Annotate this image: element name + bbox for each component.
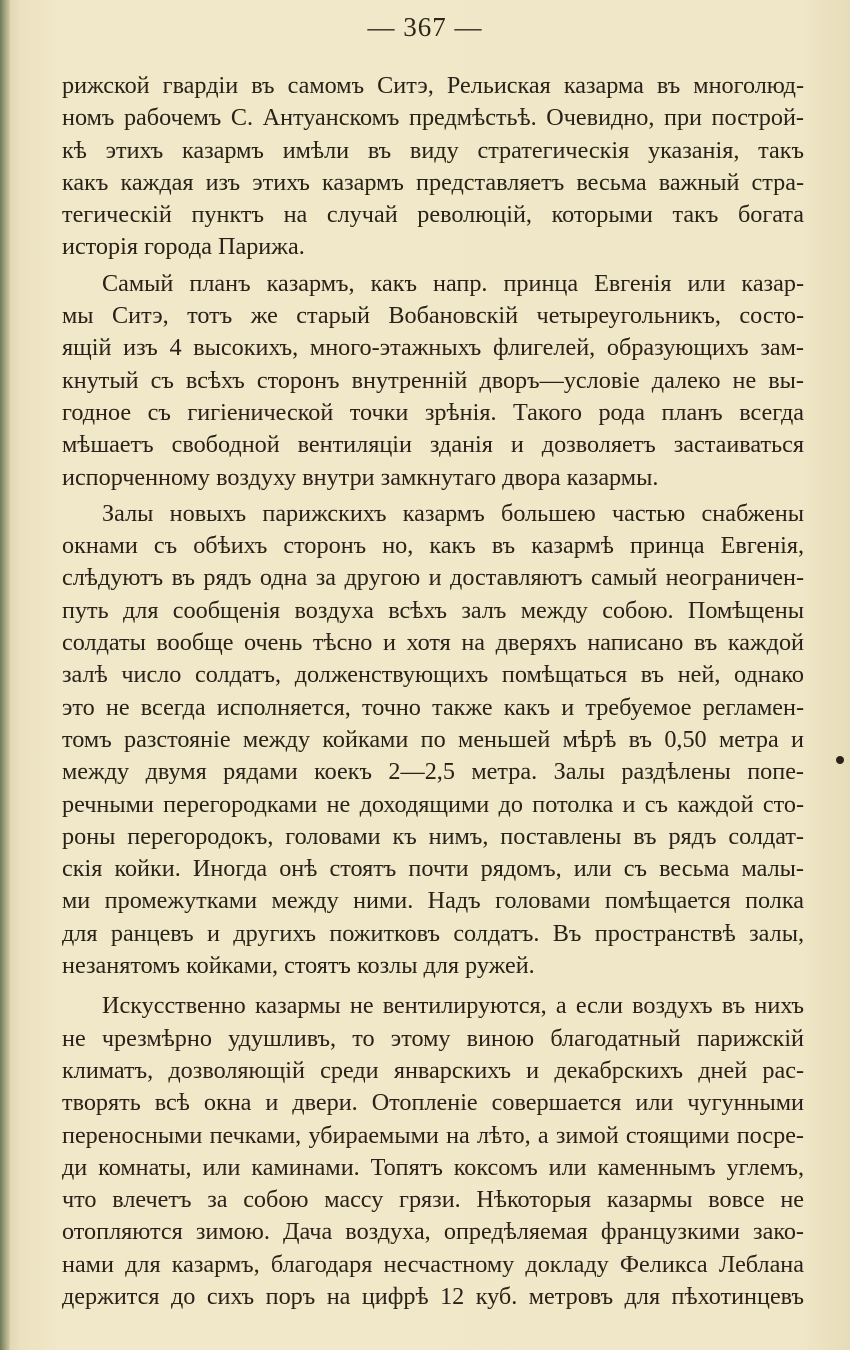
text-line: речными перегородками не доходящими до потолка и съ каждой сто-: [62, 790, 804, 818]
text-line: не чрезмѣрно удушливъ, то этому виною благодатный парижскій: [62, 1024, 804, 1052]
text-line: между двумя рядами коекъ 2—2,5 метра. Залы раздѣлены попе-: [62, 758, 804, 786]
text-line: для ранцевъ и другихъ пожитковъ солдатъ. Въ пространствѣ залы,: [62, 919, 804, 947]
text-line: какъ каждая изъ этихъ казармъ представляетъ весьма важный стра-: [62, 168, 804, 196]
text-line: тегическій пунктъ на случай революцій, которыми такъ богата: [62, 201, 804, 229]
text-line: годное съ гигіенической точки зрѣнія. Такого рода планъ всегда: [62, 398, 804, 426]
text-line: томъ разстояніе между койками по меньшей мѣрѣ въ 0,50 метра и: [62, 725, 804, 753]
text-line: Залы новыхъ парижскихъ казармъ большею частью снабжены: [102, 499, 804, 527]
text-line: роны перегородокъ, головами къ нимъ, поставлены въ рядъ солдат-: [62, 822, 804, 850]
text-line: мы Ситэ, тотъ же старый Вобановскій четыреугольникъ, состо-: [62, 302, 804, 330]
page-spine-edge: [0, 0, 10, 1350]
paragraph-1: [62, 70, 804, 264]
text-line: держится до сихъ поръ на цифрѣ 12 куб. метровъ для пѣхотинцевъ: [62, 1282, 804, 1310]
text-line: что влечетъ за собою массу грязи. Нѣкоторыя казармы вовсе не: [62, 1186, 804, 1214]
text-line: слѣдуютъ въ рядъ одна за другою и доставляютъ самый неограничен-: [62, 564, 804, 592]
text-line: исторія города Парижа.: [62, 233, 305, 261]
text-line: это не всегда исполняется, точно также какъ и требуемое регламен-: [62, 693, 804, 721]
text-line: ми промежутками между ними. Надъ головами помѣщается полка: [62, 887, 804, 915]
text-line: ди комнаты, или каминами. Топятъ коксомъ или каменнымъ углемъ,: [62, 1153, 804, 1181]
text-line: нами для казармъ, благодаря несчастному докладу Феликса Леблана: [62, 1250, 804, 1278]
text-line: скія койки. Иногда онѣ стоятъ почти рядомъ, или съ весьма малы-: [62, 855, 804, 883]
margin-ink-dot: [836, 756, 844, 764]
paragraph-2: [62, 268, 804, 494]
text-line: творять всѣ окна и двери. Отопленіе совершается или чугунными: [62, 1089, 804, 1117]
text-line: кѣ этихъ казармъ имѣли въ виду стратегическія указанія, такъ: [62, 136, 804, 164]
page-number: — 367 —: [367, 12, 483, 42]
text-line: залѣ число солдатъ, долженствующихъ помѣщаться въ ней, однако: [62, 661, 804, 689]
page-body: [62, 70, 804, 1313]
text-line: номъ рабочемъ С. Антуанскомъ предмѣстьѣ. Очевидно, при построй-: [62, 104, 804, 132]
paragraph-3: [62, 498, 804, 982]
text-line: климатъ, дозволяющій среди январскихъ и декабрскихъ дней рас-: [62, 1056, 804, 1084]
text-line: отопляются зимою. Дача воздуха, опредѣляемая французкими зако-: [62, 1218, 804, 1246]
text-line: Искусственно казармы не вентилируются, а если воздухъ въ нихъ: [102, 992, 804, 1020]
text-line: кнутый съ всѣхъ сторонъ внутренній дворъ—условіе далеко не вы-: [62, 366, 804, 394]
text-line: мѣшаетъ свободной вентиляціи зданія и дозволяетъ застаиваться: [62, 431, 804, 459]
text-line: ящій изъ 4 высокихъ, много-этажныхъ флигелей, образующихъ зам-: [62, 334, 804, 362]
paragraph-gap: [62, 982, 804, 990]
text-line: солдаты вообще очень тѣсно и хотя на дверяхъ написано въ каждой: [62, 629, 804, 657]
paragraph-4: [62, 990, 804, 1313]
text-line: рижской гвардіи въ самомъ Ситэ, Рельиская казарма въ многолюд-: [62, 72, 804, 99]
text-line: путь для сообщенія воздуха всѣхъ залъ между собою. Помѣщены: [62, 596, 804, 624]
text-line: окнами съ обѣихъ сторонъ но, какъ въ казармѣ принца Евгенія,: [62, 532, 804, 560]
text-line: переносными печками, убираемыми на лѣто, а зимой стоящими посре-: [62, 1121, 804, 1149]
text-line: испорченному воздуху внутри замкнутаго двора казармы.: [62, 463, 659, 491]
text-line: незанятомъ койками, стоятъ козлы для ружей.: [62, 952, 535, 980]
text-line: Самый планъ казармъ, какъ напр. принца Евгенія или казар-: [102, 269, 804, 297]
